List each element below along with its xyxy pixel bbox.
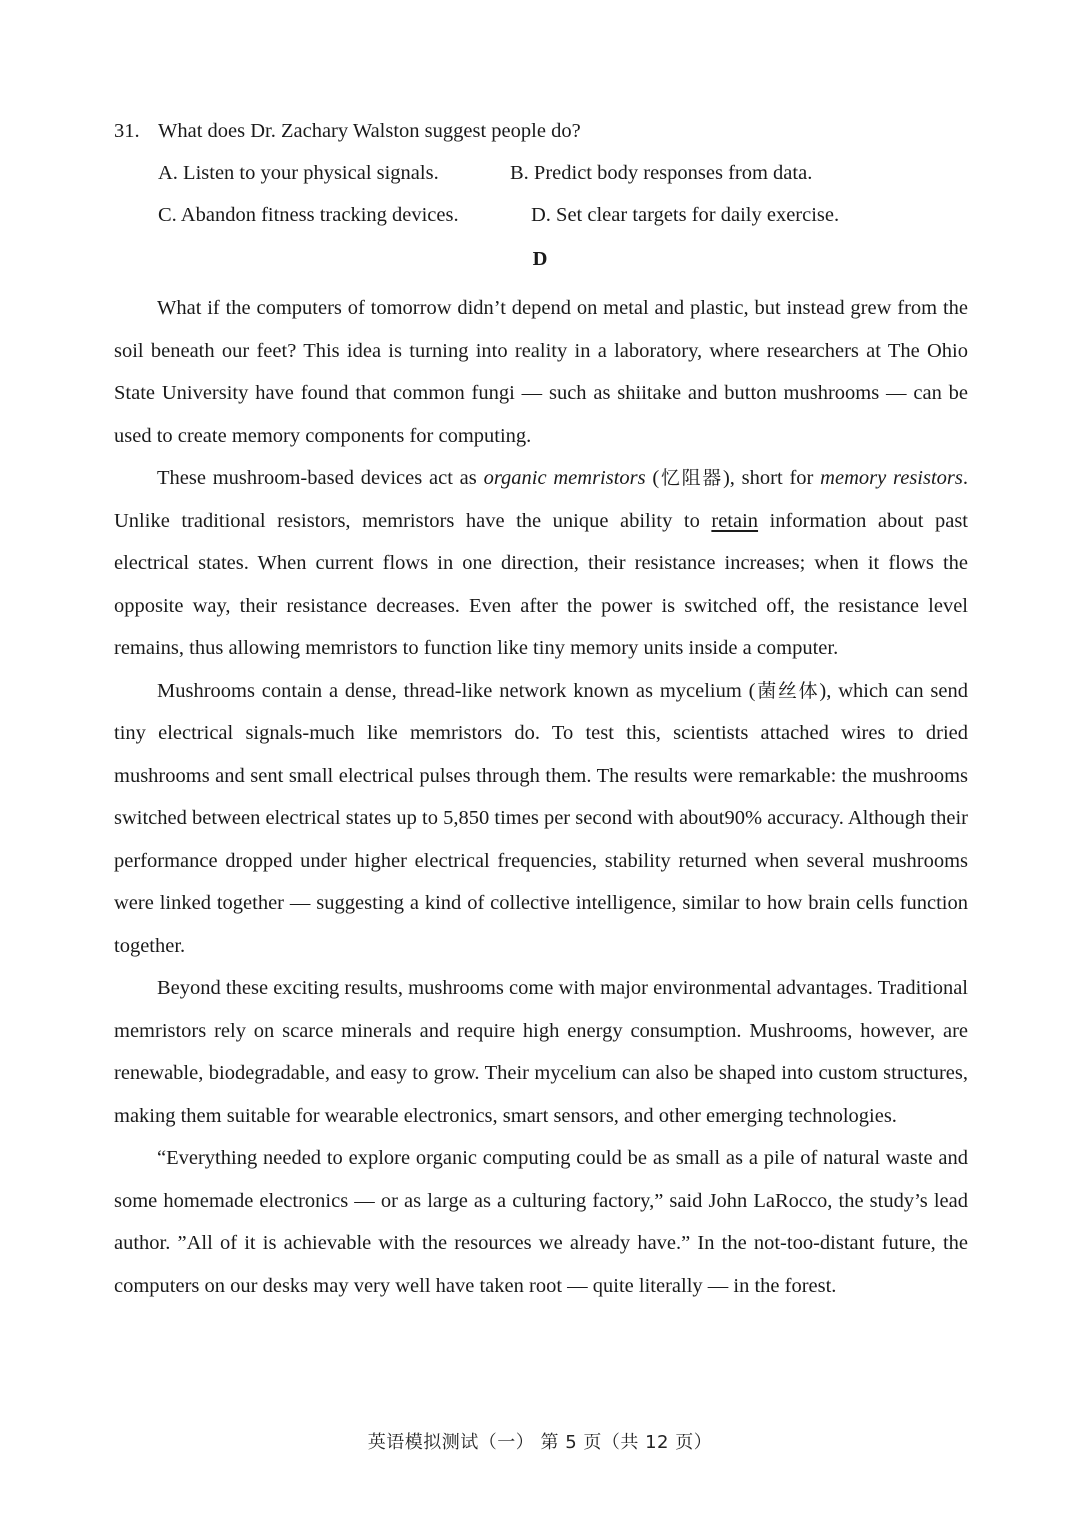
option-d: D. Set clear targets for daily exercise.: [531, 204, 840, 226]
reading-passage: [114, 287, 968, 1307]
options-row-2: [114, 194, 974, 236]
paragraph-3: [114, 670, 968, 968]
p3-text-2: ), which can send tiny electrical signals-much like memristors do. To test this, scientists attached wires to dried mushrooms and sent small electrical pulses through them. The results were remarkable: the mushrooms switched between electrical states up to 5,850 times per second with about90% accuracy. Although their performance dropped under higher electrical frequencies, stability returned when several mushrooms were linked together — suggesting a kind of collective intelligence, similar to how brain cells function together.: [114, 679, 969, 957]
question-31: [114, 110, 974, 236]
paragraph-2: [114, 457, 968, 670]
option-c: C. Abandon fitness tracking devices.: [158, 204, 459, 226]
p2-chinese-term: 忆阻器: [659, 467, 723, 489]
p2-text-2: (: [645, 467, 660, 489]
option-a: A. Listen to your physical signals.: [158, 162, 439, 184]
p3-text-1: Mushrooms contain a dense, thread-like network known as mycelium (: [157, 679, 756, 702]
option-b: B. Predict body responses from data.: [510, 162, 813, 184]
question-stem: What does Dr. Zachary Walston suggest people do?: [158, 120, 581, 142]
paragraph-1: What if the computers of tomorrow didn’t depend on metal and plastic, but instead grew from the soil beneath our feet? This idea is turning into reality in a laboratory, where researchers at The Ohio State University have found that common fungi — such as shiitake and button mushrooms — can be used to create memory components for computing.: [114, 297, 968, 447]
p2-term-memory-resistors: memory resistors: [820, 467, 963, 489]
question-number: 31.: [114, 120, 140, 142]
section-heading: D: [532, 248, 548, 270]
paragraph-5: “Everything needed to explore organic computing could be as small as a pile of natural waste and some homemade electronics — or as large as a culturing factory,” said John LaRocco, the study’s lead author. ”All of it is achievable with the resources we already have.” In the not-too-distant future, the computers on our desks may very well have taken root — quite literally — in the forest.: [114, 1147, 968, 1297]
p2-text-5: information about past electrical states. When current flows in one direction, their resistance increases; when it flows the opposite way, their resistance decreases. Even after the power is switched off, the resistance level remains, thus allowing memristors to function like tiny memory units inside a computer.: [114, 509, 968, 659]
p2-term-organic-memristors: organic memristors: [483, 467, 646, 489]
p2-underlined-word: retain: [711, 509, 759, 532]
page-footer: 英语模拟测试（一） 第 5 页（共 12 页）: [367, 1432, 713, 1453]
p2-text-4: . Unlike traditional resistors, memristors have the unique ability to: [114, 467, 968, 532]
options-row-1: [114, 152, 974, 194]
paragraph-4: Beyond these exciting results, mushrooms come with major environmental advantages. Traditional memristors rely on scarce minerals and require high energy consumption. Mushrooms, however, are renewable, biodegradable, and easy to grow. Their mycelium can also be shaped into custom structures, making them suitable for wearable electronics, smart sensors, and other emerging technologies.: [114, 977, 968, 1127]
p3-chinese-term: 菌丝体: [755, 679, 820, 702]
question-stem-row: [114, 110, 974, 152]
p2-text-3: ), short for: [722, 467, 821, 489]
p2-text-1: These mushroom-based devices act as: [157, 467, 484, 489]
